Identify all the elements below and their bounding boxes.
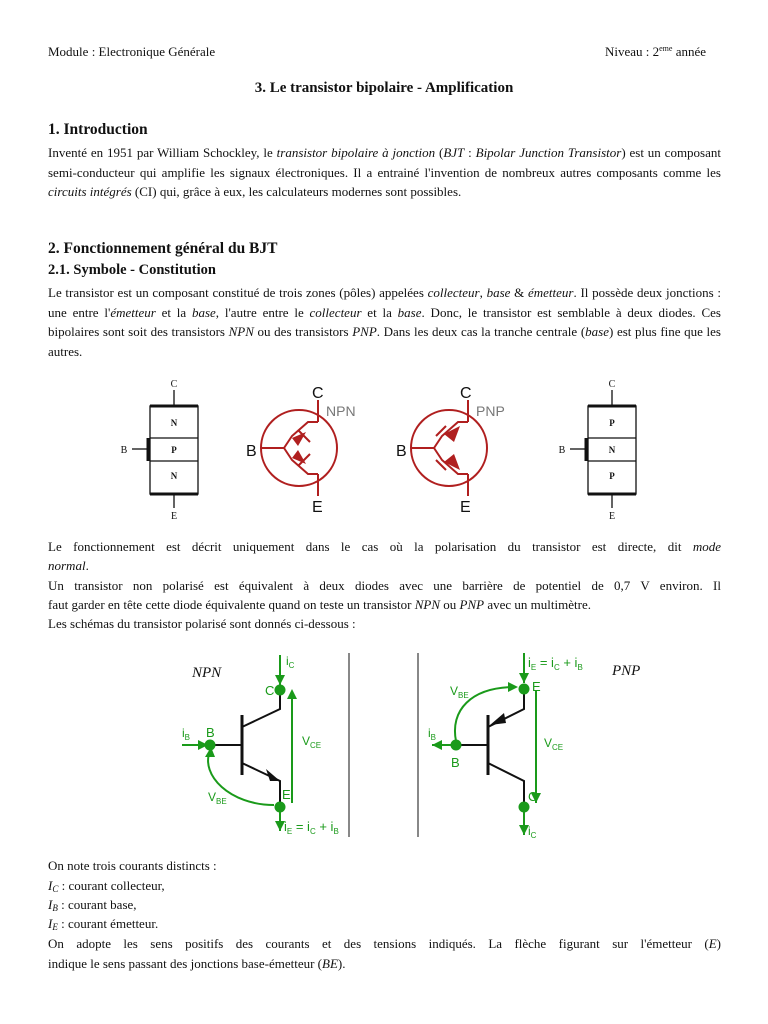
mode-line-1 (48, 539, 721, 555)
s2-term: base (191, 304, 216, 320)
ib-text: : courant base, (57, 897, 137, 912)
npn-bias-ic-label: $i_C$ (286, 654, 295, 670)
currents-intro: On note trois courants distincts : (48, 858, 217, 873)
pnp-bias-ie-arrow (519, 673, 529, 683)
section2-heading: 2. Fonctionnement général du BJT (48, 240, 278, 257)
pnp-block-zone: P (609, 471, 615, 481)
para2-text: faut garder en tête cette diode équivalente quand on teste un transistor (48, 597, 415, 612)
level-prefix: Niveau : 2 (604, 44, 660, 59)
npn-bias-vce-label: $V_{CE}$ (302, 734, 322, 750)
ie-subscript: E (52, 922, 58, 932)
npn-bias-ic-arrow (275, 675, 285, 685)
ib-symbol: I (48, 897, 53, 912)
ib-subscript: B (52, 903, 58, 913)
npn-bias-e-label: E (282, 787, 291, 802)
pnp-block-b-label: B (558, 445, 566, 456)
s2-text: . Donc, le transistor est semblable à deux diodes. Ces bipolaires sont soit des transistors (48, 304, 721, 340)
npn-block-b-label: B (120, 445, 128, 456)
pnp-bias-vce-label: $V_{CE}$ (544, 736, 564, 752)
pnp-symbol-c-label: C (460, 385, 472, 402)
s2-text: ) est plus fine que les autres. (48, 324, 721, 359)
section2-paragraph (48, 283, 721, 361)
pnp-bias-ib-label: $i_B$ (428, 726, 437, 742)
pnp-bias-collector-wire (488, 763, 524, 803)
s2-text: , l'autre entre le (215, 304, 310, 320)
current-ib-line (48, 897, 137, 913)
pnp-bias-ie-equation: $i_E = i_C + i_B$ (528, 655, 583, 672)
pnp-bias-label: PNP (612, 663, 641, 679)
convention-text: ) (716, 936, 721, 951)
intro-text: Inventé en 1951 par William Schockley, le (48, 145, 277, 160)
npn-symbol-type-label: NPN (326, 403, 356, 419)
pnp-symbol-diagram (390, 380, 530, 520)
pnp-bias-vbe-arrow (508, 682, 518, 692)
s2-term: NPN (228, 324, 254, 340)
convention-term: E (708, 936, 717, 951)
intro-term-bjt: transistor bipolaire à jonction (276, 145, 436, 160)
intro-paragraph (48, 143, 721, 202)
s2-term: émetteur (527, 285, 574, 300)
sign-convention-line-2 (48, 956, 346, 972)
pnp-bias-e-label: E (532, 679, 541, 694)
npn-symbol-b-label: B (246, 443, 257, 460)
ic-symbol: I (48, 878, 53, 893)
s2-term: base (397, 304, 422, 320)
pnp-block-diagram (548, 375, 648, 525)
pnp-symbol-e-label: E (460, 499, 471, 516)
intro-text: (CI) qui, grâce à eux, les calculateurs modernes sont possibles. (131, 184, 462, 200)
level-sup: eme (659, 44, 673, 53)
current-ic-line (48, 878, 165, 894)
npn-block-c-label: C (170, 379, 178, 390)
s2-text: et la (361, 304, 398, 320)
s2-term: base (486, 285, 511, 300)
pnp-symbol-type-label: PNP (476, 403, 505, 419)
intro-text: ) est un composant semi-conducteur qui amplifie les signaux électroniques. Il a entrainé l'invention de nombreux autres composants comme les (48, 145, 721, 180)
s2-term: collecteur (427, 285, 480, 300)
s2-term: émetteur (110, 304, 156, 320)
convention-text: On adopte les sens positifs des courants et des tensions indiqués. La flèche figurant sur l'émetteur ( (48, 936, 709, 951)
npn-bias-emitter-wire (242, 763, 280, 803)
pnp-bias-b-label: B (451, 755, 460, 770)
current-ie-line (48, 916, 158, 932)
npn-bias-b-label: B (206, 725, 215, 740)
page-title: 3. Le transistor bipolaire - Amplification (254, 80, 514, 96)
level-suffix: année (672, 44, 706, 59)
ic-subscript: C (52, 884, 59, 894)
intro-heading: 1. Introduction (48, 121, 148, 138)
para2-term: NPN (414, 597, 441, 612)
npn-block-e-label: E (170, 511, 178, 522)
pnp-bias-e-node (519, 684, 530, 695)
s2-term: base (585, 324, 609, 340)
module-header: Module : Electronique Générale (48, 44, 216, 59)
npn-bias-vce-arrow (287, 689, 297, 699)
level-header (605, 44, 706, 60)
unpolarized-line-1: Un transistor non polarisé est équivalent à deux diodes avec une barrière de potentiel de 0,7 V environ. Il (48, 578, 721, 593)
s2-term: collecteur (309, 304, 362, 320)
s2-text: Le transistor est un composant constitué de trois zones (pôles) appelées (48, 285, 428, 300)
pnp-bias-b-node (451, 740, 462, 751)
pnp-bias-ic-sub: C (530, 831, 537, 840)
s2-text: & (510, 285, 528, 300)
ic-text: : courant collecteur, (58, 878, 165, 893)
intro-term-english: Bipolar Junction Transistor (475, 145, 622, 160)
para2-text: ou (440, 597, 460, 612)
npn-bias-label: NPN (192, 665, 222, 681)
npn-block-zone: P (171, 445, 177, 455)
npn-bias-emitter-arrow (266, 769, 280, 781)
pnp-bias-ic-label: $i_C$ (528, 824, 537, 840)
para2-text: avec un multimètre. (484, 597, 591, 612)
para2-text: . (85, 558, 89, 573)
intro-text: : (464, 145, 476, 160)
npn-symbol-e-label: E (312, 499, 323, 516)
para2-text: Le fonctionnement est décrit uniquement dans le cas où la polarisation du transistor est directe, dit (48, 539, 693, 554)
mode-line-2 (48, 558, 89, 574)
npn-bias-ib-sub: B (184, 733, 191, 742)
npn-bias-c-label: C (265, 683, 275, 698)
intro-abbr: BJT (443, 145, 465, 160)
npn-bias-ib-label: $i_B$ (182, 726, 191, 742)
npn-symbol-diagram (240, 380, 380, 520)
pnp-bias-vbe-sub: BE (458, 691, 469, 700)
npn-bias-ie-equation: $i_E = i_C + i_B$ (284, 819, 339, 836)
pnp-bias-ib-sub: B (430, 733, 437, 742)
para2-term: normal (48, 558, 86, 573)
convention-term: BE (322, 956, 338, 971)
intro-term-ci: circuits intégrés (48, 184, 132, 200)
pnp-bias-c-label: C (528, 789, 538, 804)
pnp-block-zone: N (608, 445, 616, 455)
intro-text: ( (435, 145, 444, 160)
npn-bias-vce-sub: CE (310, 741, 322, 750)
npn-block-zone: N (170, 471, 178, 481)
pnp-bias-emitter-wire (488, 691, 524, 727)
s2-text: . Dans les deux cas la tranche centrale ( (376, 324, 586, 340)
sign-convention-line-1 (48, 936, 721, 952)
ie-symbol: I (48, 916, 53, 931)
pnp-block-c-label: C (608, 379, 616, 390)
pnp-block-e-label: E (608, 511, 616, 522)
pnp-bias-vbe-label: $V_{BE}$ (450, 684, 469, 700)
ie-text: : courant émetteur. (57, 916, 159, 931)
s2-text: . Il possède deux jonctions : une entre l' (48, 285, 721, 320)
s2-text: ou des transistors (253, 324, 353, 340)
convention-text: ). (337, 956, 346, 971)
pnp-block-zone: P (609, 418, 615, 428)
npn-symbol-c-label: C (312, 385, 324, 402)
convention-text: indique le sens passant des jonctions base-émetteur ( (48, 956, 323, 971)
para2-term: mode (692, 539, 721, 554)
npn-block-diagram (110, 375, 210, 525)
unpolarized-line-2 (48, 597, 591, 613)
npn-bias-vbe-sub: BE (216, 797, 227, 806)
npn-bias-e-node (275, 802, 286, 813)
npn-bias-c-node (275, 685, 286, 696)
para2-term: PNP (459, 597, 485, 612)
npn-bias-b-node (205, 740, 216, 751)
pnp-bias-emitter-arrow (490, 713, 506, 725)
biased-transistors-diagram (170, 645, 670, 845)
s2-term: PNP (352, 324, 377, 340)
pnp-bias-vce-sub: CE (552, 743, 564, 752)
npn-bias-vbe-label: $V_{BE}$ (208, 790, 227, 806)
schemas-line: Les schémas du transistor polarisé sont donnés ci-dessous : (48, 616, 356, 631)
s2-text: et la (155, 304, 192, 320)
npn-block-zone: N (170, 418, 178, 428)
section21-heading: 2.1. Symbole - Constitution (48, 262, 216, 278)
s2-text: , (479, 285, 487, 300)
npn-bias-ic-sub: C (288, 661, 295, 670)
pnp-symbol-b-label: B (396, 443, 407, 460)
